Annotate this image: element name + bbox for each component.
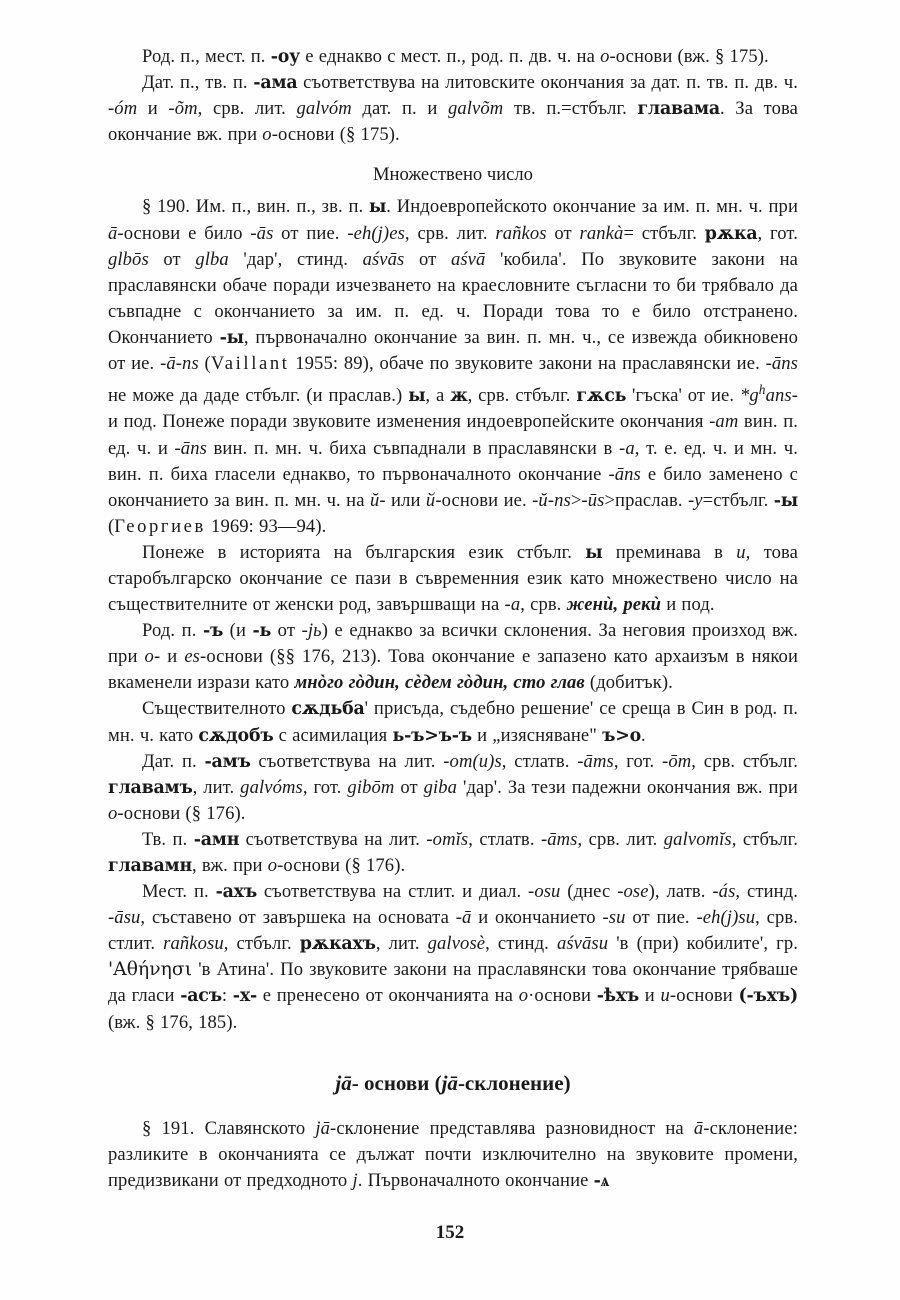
stem-label-o2: о <box>262 124 272 146</box>
stem-label-o: о <box>600 46 610 67</box>
stem-label-o5: о <box>267 855 278 876</box>
ocs-letter-h: -х- <box>232 986 258 1007</box>
ocs-ending-asu: -асъ <box>180 986 222 1007</box>
section-ref-176-185: § 176, 185 <box>145 1011 227 1033</box>
stem-label-o3: о <box>144 646 154 668</box>
ocs-letter-zh: ж <box>450 386 468 407</box>
latv-ending-as: -ás <box>712 881 736 903</box>
stem-label-i: и <box>660 985 670 1007</box>
slav-ending-a: -a <box>619 437 635 459</box>
ja-label: jā <box>335 1070 352 1095</box>
paragraph-190: § 190. Им. п., вин. п., зв. п. ы. Индоевропейското окончание за им. п. мн. ч. при ā-основи е било -ās от пие. -eh(j)es, срв. лит. rañkos от rankà= стбълг. рѫка, гот. glbōs от glba 'дар', стинд. aśvās от aśvā 'кобила'. По звуковите закони на праславянски обаче поради изчезването на краесловните съгласни то би трябвало да съвпадне с окончанието за им. п. ед. ч. Поради това то е било отстранено. Окончанието -ы, първоначално окончание за вин. п. мн. ч., се извежда обикновено от ие. -ā-ns (Vaillant 1955: 89), обаче по звуковите закони на праславянски ие. -āns не може да даде стбълг. (и праслав.) ы, а ж, срв. стбълг. гѫсь 'гъска' от ие. $*g^hans-$ и под. Понеже поради звуковите изменения индоевропейските окончания -am вин. п. ед. ч. и -āns вин. п. мн. ч. биха съвпаднали в праславянски в -a, т. е. ед. ч. и мн. ч. вин. п. биха гласели еднакво, то първоначалното окончание -āns е било заменено с окончанието за вин. п. мн. ч. на ŭ- или й-основи ие. -ŭ-ns>-ūs>праслав. -у=стбълг. -ы (Георгиев 1969: 93—94). <box>108 196 799 537</box>
ie-ending-jb: -jь <box>301 620 322 642</box>
ie-ending-ans2: -āns <box>174 437 207 459</box>
bg-word-zheni: женѝ, рекѝ <box>566 594 662 616</box>
ocs-ending-uhu: (-ъхъ) <box>738 986 799 1007</box>
bg-ending-a: -а <box>504 594 521 616</box>
page-text-body <box>108 44 798 1194</box>
page-number: 152 <box>435 1222 465 1243</box>
heading-ja-stems: jā- основи (jā-склонение) <box>335 1070 571 1095</box>
skt-word-asvasu: aśvāsu <box>556 933 609 955</box>
ja-label2: jā <box>441 1070 458 1095</box>
ocs-ending-soft: -ь <box>252 621 272 642</box>
lith-ending-om-acute: -óm <box>108 98 138 120</box>
paragraph-locative-ahu: Мест. п. -ахъ съответствува на стлит. и диал. -osu (днес -ose), латв. -ás, стинд. -āsu, съставено от завършека на основата -ā и окончанието -su от пие. -eh(j)su, срв. стлит. rañkosu, стбълг. рѫкахъ, лит. galvosè, стинд. aśvāsu 'в (при) кобилите', гр. 'Αθήνησι 'в Атина'. По звуковите закони на праславянски това окончание трябваше да гласи -асъ: -х- е пренесено от окончанията на о·основи -ѣхъ и и-основи (-ъхъ) (вж. § 176, 185). <box>108 881 799 1033</box>
ocs-ending-ahu: -ахъ <box>215 882 257 903</box>
ie-root-ghans: $*g^hans-$ <box>740 382 799 407</box>
ocs-ending-y: -ы <box>219 327 244 348</box>
lith-word-ranka: rankà <box>579 222 624 244</box>
ocs-ending-u: -ъ <box>202 621 224 642</box>
lith-word-rankosu: rañkosu <box>163 933 224 955</box>
citation-vaillant-year: 1955: <box>295 353 339 375</box>
ocs-ending-amu: -амъ <box>204 751 251 772</box>
ocs-ending-ama: -ама <box>253 73 298 94</box>
ie-ending-am: -am <box>709 411 739 433</box>
stem-a-macron3: ā <box>693 1117 704 1139</box>
stem-a-macron2: -ā <box>455 907 472 929</box>
ja-label3: jā <box>315 1117 331 1139</box>
ie-ending-ans: -āns <box>765 353 799 375</box>
goth-ending-om: -ōm <box>662 750 692 772</box>
stem-label-u-breve: ŭ- <box>369 489 386 511</box>
paragraph-191: § 191. Славянското jā-склонение представлява разновидност на ā-склонение: разликите в окончанията се дължат почти изключително на звуковите промени, предизвикани от предходното j. Първоначалното окончание -ѧ <box>108 1117 798 1191</box>
ocs-word-sudob: сѫдобъ <box>198 725 274 746</box>
ie-ending-ehjes: -eh(j)es <box>347 222 405 244</box>
ie-ending-su: -su <box>602 907 626 929</box>
ocs-word-glavamn: главамн <box>108 856 192 876</box>
section-ref-175b: § 175 <box>346 124 389 146</box>
section-ref-176b: § 176 <box>351 855 395 876</box>
letter-j: j <box>352 1169 358 1191</box>
ie-ending-as: -ās <box>250 222 274 244</box>
stem-label-o4: о <box>108 802 118 824</box>
paragraph-number-190: § 190. <box>142 196 191 218</box>
ocs-letter-yery: ы <box>368 197 387 218</box>
ie-ending-us: -ūs <box>581 489 605 511</box>
paragraph-genitive-ending: Род. п. -ъ (и -ь от -jь) е еднакво за всички склонения. За неговия произход вж. при о- и es-основи (§§ 176, 213). Това окончание е запазено като архаизъм в някои вкаменели изрази като мнòго гòдин, сèдем гòдин, сто глав (добитък). <box>108 620 799 694</box>
paragraph-instrumental-amn: Тв. п. -амн съответствува на лит. -omĭs, стлатв. -āms, срв. лит. galvomĭs, стбълг. главамн, вж. при о-основи (§ 176). <box>108 828 799 876</box>
skt-word-asva: aśvā <box>450 248 486 270</box>
lith-ending-ose: -ose <box>617 881 649 903</box>
ocs-ending-ehu: -ѣхъ <box>596 986 640 1007</box>
ocs-ending-ja: -ѧ <box>593 1170 610 1191</box>
citation-georgiev: Георгиев <box>114 515 206 537</box>
lith-word-rankos: rañkos <box>495 222 547 244</box>
lith-word-galvomis: galvomĭs <box>663 828 732 850</box>
goth-word-glbos: glbōs <box>108 248 149 270</box>
paragraph-bulgarian-history: Понеже в историята на българския език стбълг. ы преминава в и, това старобългарско окончание се пази в съвременния език като множествено число на съществителните от женски род, завършващи на -а, срв. женѝ, рекѝ и под. <box>108 541 798 616</box>
ie-ending-ans3: -āns <box>608 463 641 485</box>
ocs-letter-y2: ы <box>408 386 426 407</box>
bg-letter-i: и <box>736 541 746 563</box>
paragraph-number-191: § 191. <box>142 1117 195 1139</box>
ie-ending-ehjsu: -eh(j)su <box>696 907 756 929</box>
ocs-ending-amn: -амн <box>193 829 240 850</box>
lith-word-galvom-tilde: galvõm <box>448 98 504 120</box>
lith-word-galvoms: galvóms <box>240 776 303 798</box>
lith-ending-omus: -om(u)s <box>443 750 502 772</box>
paragraph-dative-amu: Дат. п. -амъ съответствува на лит. -om(u)s, стлатв. -āms, гот. -ōm, срв. стбълг. главамъ, лит. galvóms, гот. gibōm от giba 'дар'. За тези падежни окончания вж. при о-основи (§ 176). <box>108 750 798 824</box>
latv-ending-ams: -āms <box>577 750 614 772</box>
section-ref-176-213: §§ 176, 213 <box>276 646 371 668</box>
slav-ending-u: -у <box>687 489 703 511</box>
citation-vaillant: Vaillant <box>210 353 290 375</box>
ocs-ending-ou: -оу <box>270 47 301 67</box>
goth-word-glba: glba <box>195 248 229 270</box>
paragraph-dative-instrumental: Дат. п., тв. п. -ама съответствува на литовските окончания за дат. п. тв. п. дв. ч. -óm и -õm, срв. лит. galvóm дат. п. и galvõm тв. п.=стбълг. главама. За това окончание вж. при о-основи (§ 175). <box>108 72 798 146</box>
bg-phrase-mnogo-godin: мнòго гòдин, сèдем гòдин, сто глав <box>294 672 585 694</box>
ocs-word-glavamu: главамъ <box>108 777 193 798</box>
ocs-ending-y3: -ы <box>773 490 798 511</box>
citation-vaillant-page: 89 <box>343 353 363 375</box>
ie-ending-uns: -ŭ-ns <box>532 489 571 511</box>
stem-label-a-macron: ā <box>108 222 118 244</box>
lith-ending-om-tilde: -õm <box>168 98 198 120</box>
heading-plural-number: Множествено число <box>373 164 533 186</box>
ocs-word-rukahu: рѫкахъ <box>299 934 376 955</box>
lith-word-galvom-acute: galvóm <box>296 98 352 120</box>
goth-word-gibom: gibōm <box>347 776 395 798</box>
ie-ending-a-ns: -ā-ns <box>160 353 199 375</box>
goth-word-giba: giba <box>423 776 458 798</box>
paragraph-sudba: Съществителното сѫдьба' присъда, съдебно решение' се среща в Син в род. п. мн. ч. като сѫдобъ с асимилация ь-ъ>ъ-ъ и „изясняване" ъ>о. <box>108 698 798 746</box>
ocs-word-glavama: главама <box>637 99 720 120</box>
section-ref-175a: § 175 <box>715 46 758 67</box>
greek-word-athenesi: 'Αθήνησι <box>108 959 193 981</box>
ocs-word-gus: гѫсь <box>576 386 627 407</box>
section-ref-176a: § 176 <box>191 802 235 824</box>
ocs-assim-1: ь-ъ>ъ-ъ <box>392 725 472 746</box>
lith-ending-osu: -osu <box>528 881 561 903</box>
stem-label-o6: о <box>518 985 529 1007</box>
citation-georgiev-ref: 1969: 93—94 <box>211 515 316 537</box>
ocs-assim-2: ъ>о <box>602 725 641 746</box>
ocs-letter-y4: ы <box>585 542 603 563</box>
stem-label-es: es <box>184 646 201 668</box>
latv-ending-ams2: -āms <box>540 828 578 850</box>
skt-ending-asu: -āsu <box>108 907 141 929</box>
lith-word-galvose: galvosè <box>427 933 486 955</box>
ocs-word-sudba: сѫдьба <box>291 699 365 720</box>
skt-word-asvas: aśvās <box>362 248 405 270</box>
stem-label-i-breve: й <box>425 489 436 511</box>
ocs-word-ruka: рѫка <box>704 223 758 244</box>
lith-ending-omis: -omĭs <box>426 828 469 850</box>
paragraph-genitive-locative: Род. п., мест. п. -оу е еднакво с мест. п., род. п. дв. ч. на о-основи (вж. § 175). <box>142 46 769 67</box>
